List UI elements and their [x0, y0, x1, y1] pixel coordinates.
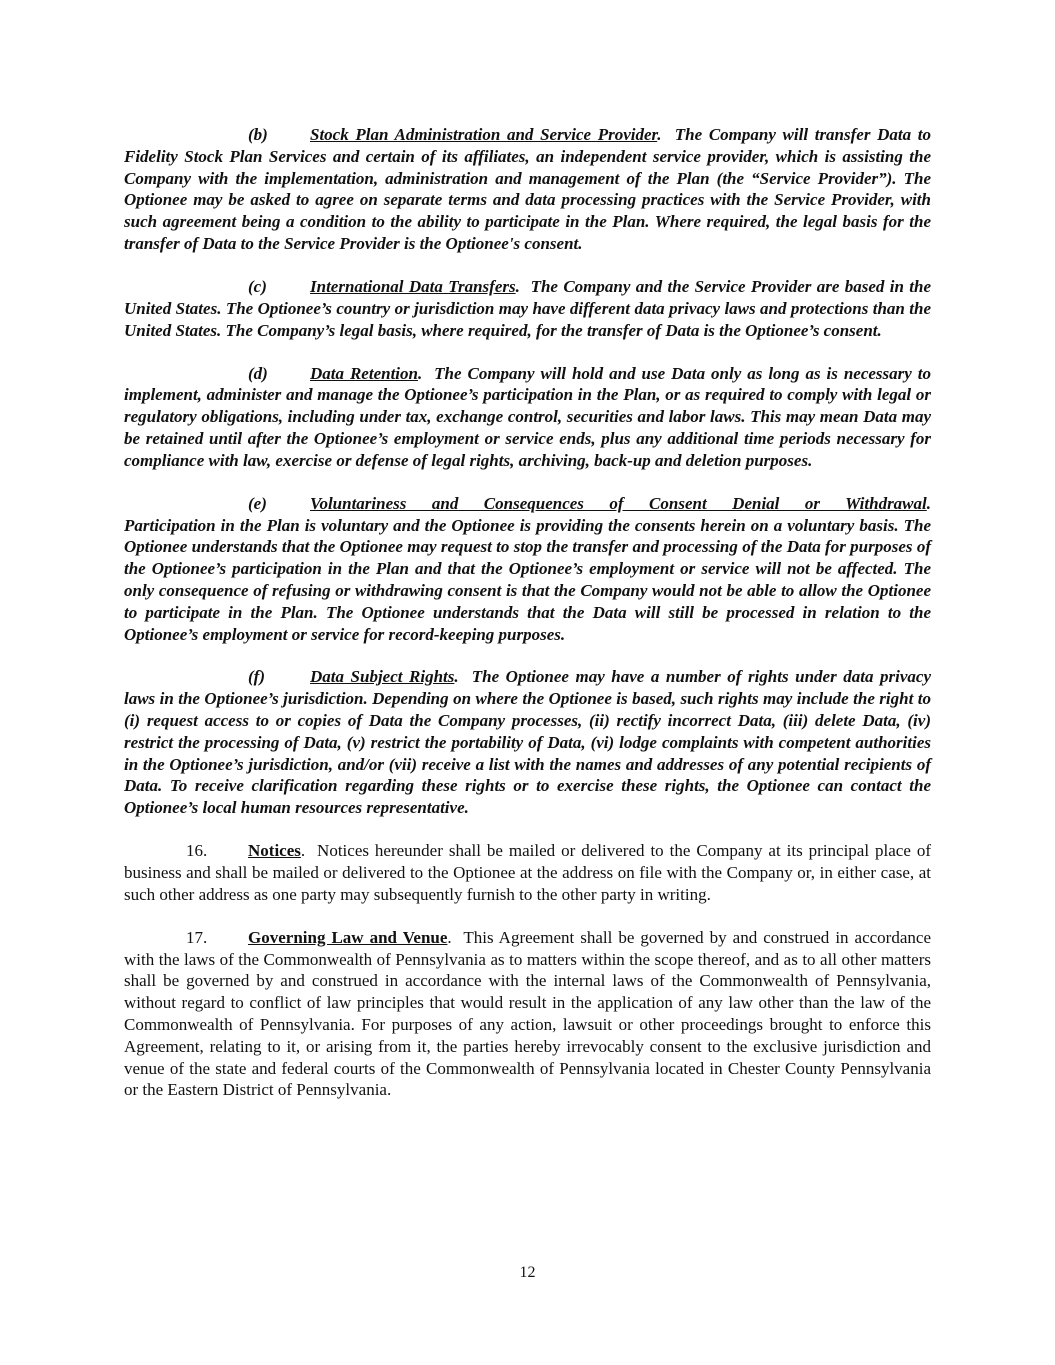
section-d: (d) Data Retention. The Company will hold and use Data only as long as is necessary to implement, administer and manage the Optionee’s participation in the Plan, or as required to comply with legal or regulatory obligations, including under tax, exchange control, securities and labor laws. This may mean Data may be retained until after the Optionee’s employment or service ends, plus any additional time periods necessary for compliance with law, exercise or defense of legal rights, archiving, back-up and deletion purposes.	[124, 363, 931, 470]
section-c: (c) International Data Transfers. The Company and the Service Provider are based in the United States. The Optionee’s country or jurisdiction may have different data privacy laws and protections than the United States. The Company’s legal basis, where required, for the transfer of Data is the Optionee’s consent.	[124, 276, 931, 340]
section-body: The Optionee may have a number of rights under data privacy laws in the Optionee’s jurisdiction. Depending on where the Optionee is based, such rights may include the right to (i) request access to or copies of Data the Company processes, (ii) rectify incorrect Data, (iii) delete Data, (iv) restrict the processing of Data, (v) restrict the portability of Data, (vi) lodge complaints with competent authorities in the Optionee’s jurisdiction, and/or (vii) receive a list with the names and addresses of any potential recipients of Data. To receive clarification regarding these rights or to exercise these rights, the Optionee can contact the Optionee’s local human resources representative.	[124, 667, 931, 818]
section-body: The Company will hold and use Data only as long as is necessary to implement, administer and manage the Optionee’s participation in the Plan, or as required to comply with legal or regulatory obligations, including under tax, exchange control, securities and labor laws. This may mean Data may be retained until after the Optionee’s employment or service ends, plus any additional time periods necessary for compliance with law, exercise or defense of legal rights, archiving, back-up and deletion purposes.	[124, 363, 931, 470]
section-b: (b) Stock Plan Administration and Service Provider. The Company will transfer Data to Fidelity Stock Plan Services and certain of its affiliates, an independent service provider, which is assisting the Company with the implementation, administration and management of the Plan (the “Service Provider”). The Optionee may be asked to agree on separate terms and data processing practices with the Service Provider, with such agreement being a condition to the ability to participate in the Plan. Where required, the legal basis for the transfer of Data to the Service Provider is the Optionee's consent.	[124, 125, 931, 253]
page-number: 12	[519, 1264, 536, 1281]
section-heading: Voluntariness and Consequences of Consent Denial or Withdrawal	[310, 493, 927, 513]
clause-heading: Notices	[248, 841, 301, 861]
section-label: (f)	[248, 667, 265, 687]
clause-body: This Agreement shall be governed by and construed in accordance with the laws of the Commonwealth of Pennsylvania as to matters within the scope thereof, and as to all other matters shall be governed by and construed in accordance with the internal laws of the Commonwealth of Pennsylvania, without regard to conflict of law principles that would result in the application of any law other than the law of the Commonwealth of Pennsylvania. For purposes of any action, lawsuit or other proceedings brought to enforce this Agreement, relating to it, or arising from it, the parties hereby irrevocably consent to the exclusive jurisdiction and venue of the state and federal courts of the Commonwealth of Pennsylvania located in Chester County Pennsylvania or the Eastern District of Pennsylvania.	[124, 927, 931, 1100]
clause-number: 16.	[186, 841, 208, 861]
section-body: Participation in the Plan is voluntary and the Optionee is providing the consents herein on a voluntary basis. The Optionee understands that the Optionee may request to stop the transfer and processing of the Data for purposes of the Optionee’s participation in the Plan and that the Optionee’s employment or service will not be affected. The only consequence of refusing or withdrawing consent is that the Company would not be able to allow the Optionee to participate in the Plan. The Optionee understands that the Data will still be processed in relation to the Optionee’s employment or service for record-keeping purposes.	[124, 515, 931, 644]
section-heading: International Data Transfers	[310, 276, 516, 296]
section-body: The Company and the Service Provider are based in the United States. The Optionee’s country or jurisdiction may have different data privacy laws and protections than the United States. The Company’s legal basis, where required, for the transfer of Data is the Optionee’s consent.	[124, 276, 931, 340]
section-f: (f) Data Subject Rights. The Optionee may have a number of rights under data privacy laws in the Optionee’s jurisdiction. Depending on where the Optionee is based, such rights may include the right to (i) request access to or copies of Data the Company processes, (ii) rectify incorrect Data, (iii) delete Data, (iv) restrict the processing of Data, (v) restrict the portability of Data, (vi) lodge complaints with competent authorities in the Optionee’s jurisdiction, and/or (vii) receive a list with the names and addresses of any potential recipients of Data. To receive clarification regarding these rights or to exercise these rights, the Optionee can contact the Optionee’s local human resources representative.	[124, 667, 931, 818]
section-heading: Data Retention	[310, 363, 418, 383]
section-label: (e)	[248, 493, 267, 513]
section-heading: Stock Plan Administration and Service Provider	[310, 125, 658, 144]
clause-16: 16. Notices. Notices hereunder shall be mailed or delivered to the Company at its principal place of business and shall be mailed or delivered to the Optionee at the address on file with the Company or, in either case, at such other address as one party may subsequently furnish to the other party in writing.	[124, 841, 932, 904]
section-label: (b)	[248, 125, 268, 144]
section-body: The Company will transfer Data to Fidelity Stock Plan Services and certain of its affiliates, an independent service provider, which is assisting the Company with the implementation, administration and management of the Plan (the “Service Provider”). The Optionee may be asked to agree on separate terms and data processing practices with the Service Provider, with such agreement being a condition to the ability to participate in the Plan. Where required, the legal basis for the transfer of Data to the Service Provider is the Optionee's consent.	[124, 125, 931, 253]
section-e	[124, 493, 931, 646]
clause-heading: Governing Law and Venue	[248, 927, 448, 947]
section-heading: Data Subject Rights	[310, 667, 455, 687]
clause-number: 17.	[186, 927, 208, 947]
document-page	[124, 124, 931, 1122]
section-e-heading-line: (e) Voluntariness and Consequences of Consent Denial or Withdrawal.	[248, 493, 931, 513]
section-label: (d)	[248, 363, 268, 383]
section-label: (c)	[248, 276, 267, 296]
clause-body: Notices hereunder shall be mailed or delivered to the Company at its principal place of business and shall be mailed or delivered to the Optionee at the address on file with the Company or, in either case, at such other address as one party may subsequently furnish to the other party in writing.	[124, 841, 932, 904]
clause-17: 17. Governing Law and Venue. This Agreement shall be governed by and construed in accordance with the laws of the Commonwealth of Pennsylvania as to matters within the scope thereof, and as to all other matters shall be governed by and construed in accordance with the internal laws of the Commonwealth of Pennsylvania, without regard to conflict of law principles that would result in the application of any law other than the law of the Commonwealth of Pennsylvania. For purposes of any action, lawsuit or other proceedings brought to enforce this Agreement, relating to it, or arising from it, the parties hereby irrevocably consent to the exclusive jurisdiction and venue of the state and federal courts of the Commonwealth of Pennsylvania located in Chester County Pennsylvania or the Eastern District of Pennsylvania.	[124, 927, 931, 1100]
